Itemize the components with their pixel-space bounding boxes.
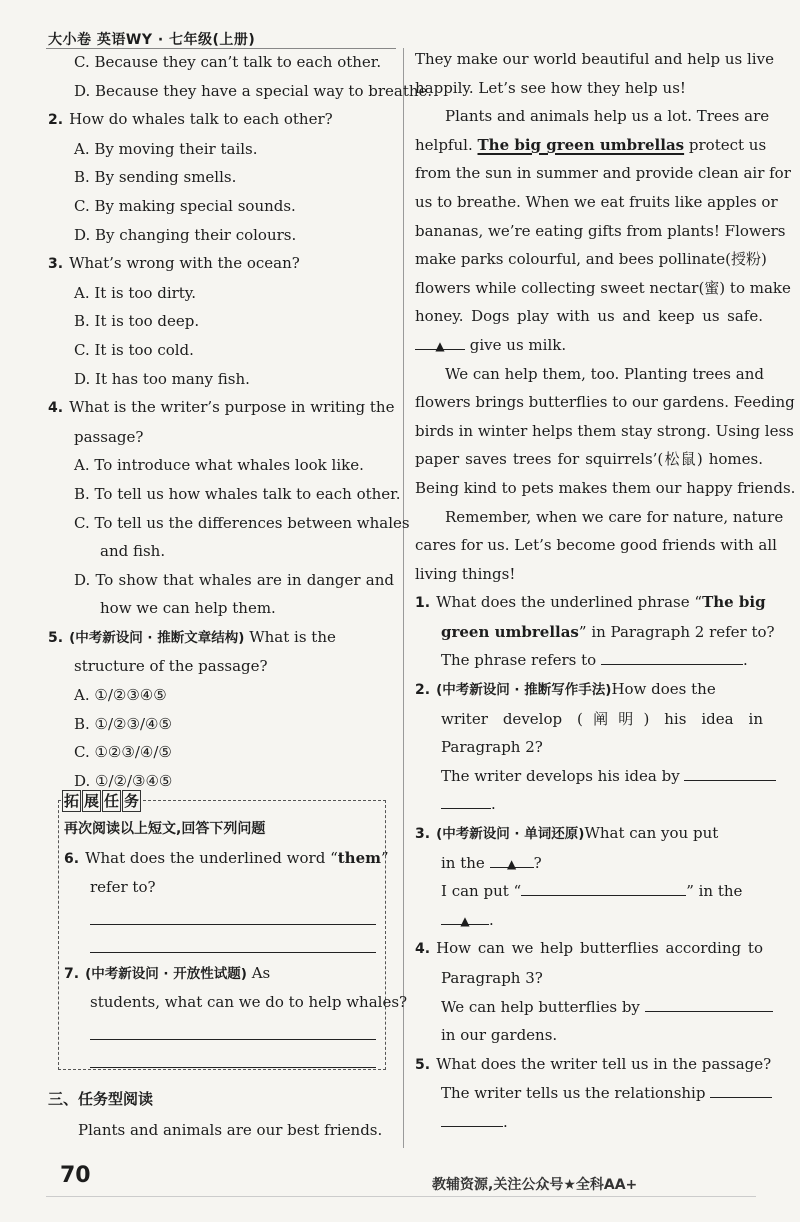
answer-blank-5a[interactable]: [710, 1079, 772, 1098]
passage-line: paper saves trees for squirrels’(松鼠) homes.: [415, 450, 763, 469]
task-answer-4-cont: in our gardens.: [441, 1026, 558, 1045]
book-title: 大小卷 英语WY · 七年级(上册): [48, 32, 256, 48]
extension-task-content: [64, 815, 408, 1068]
q5-option-a: A. ①/②③④⑤: [74, 686, 167, 705]
right-column: [415, 45, 796, 1137]
passage-line: happily. Let’s see how they help us!: [415, 78, 686, 97]
q2-option-d: D. By changing their colours.: [74, 225, 297, 244]
task-question-4-cont: Paragraph 3?: [441, 969, 543, 987]
question-4-cont: passage?: [74, 427, 144, 446]
q2-option-c: C. By making special sounds.: [74, 196, 296, 215]
extension-task-title: [62, 790, 142, 812]
title-char: 拓: [64, 792, 80, 810]
title-char: 展: [84, 792, 100, 810]
q5-option-b: B. ①/②③/④⑤: [74, 714, 172, 733]
task-question-2-cont: writer develop (阐明) his idea in: [441, 709, 763, 728]
question-5: 5. (中考新设问 · 推断文章结构) What is the: [48, 627, 336, 646]
left-column: [48, 48, 433, 795]
q4-option-d: D. To show that whales are in danger and: [74, 570, 394, 589]
task-question-1: 1. What does the underlined phrase “The big: [415, 593, 766, 612]
extension-instruction: 再次阅读以上短文,回答下列问题: [64, 821, 266, 837]
passage-line: living things!: [415, 564, 516, 583]
question-7-cont: students, what can we do to help whales?: [90, 993, 408, 1012]
q1-option-c: C. Because they can’t talk to each other.: [74, 53, 382, 71]
passage-line: flowers brings butterflies to our gardens. Feeding: [415, 393, 795, 412]
triangle-icon: ▲: [460, 913, 470, 928]
task-answer-3-cont: ▲ .: [415, 906, 763, 935]
footer-rule: [46, 1196, 756, 1197]
passage-line: us to breathe. When we eat fruits like apples or: [415, 192, 778, 211]
passage-line: They make our world beautiful and help us live: [415, 50, 774, 68]
q4-option-c: C. To tell us the differences between whales: [74, 513, 410, 532]
q2-option-b: B. By sending smells.: [74, 168, 237, 187]
task-answer-5-cont: .: [415, 1108, 763, 1137]
q5-option-c: C. ①②③/④/⑤: [74, 743, 172, 762]
q4-option-c-cont: and fish.: [100, 542, 166, 561]
task-answer-4: We can help butterflies by: [415, 993, 763, 1022]
triangle-blank: [490, 849, 534, 871]
answer-blank-3[interactable]: [521, 877, 686, 896]
q4-option-b: B. To tell us how whales talk to each other.: [74, 484, 401, 503]
question-6: 6. What does the underlined word “them”: [64, 848, 389, 867]
passage-line: bananas, we’re eating gifts from plants! Flowers: [415, 221, 786, 240]
triangle-icon: ▲: [506, 856, 517, 871]
q2-option-a: A. By moving their tails.: [74, 139, 258, 158]
q5-option-d: D. ①/②/③④⑤: [74, 771, 173, 790]
column-divider: [403, 48, 404, 1148]
task-question-2: 2. (中考新设问 · 推断写作手法)How does the: [415, 680, 716, 699]
triangle-blank[interactable]: [415, 331, 465, 353]
passage-line: Remember, when we care for nature, nature: [445, 507, 784, 526]
passage-line: from the sun in summer and provide clean air for: [415, 164, 791, 183]
task-answer-2-cont: .: [415, 790, 763, 819]
passage-line: We can help them, too. Planting trees and: [445, 364, 764, 383]
task-answer-5: The writer tells us the relationship: [415, 1079, 763, 1108]
passage-line: cares for us. Let’s become good friends with all: [415, 536, 777, 555]
q3-option-d: D. It has too many fish.: [74, 369, 250, 388]
section-heading: 三、任务型阅读: [48, 1090, 154, 1108]
task-question-3-cont: in the ▲ ?: [415, 849, 763, 878]
answer-blank-1[interactable]: [601, 646, 743, 665]
q4-option-d-cont: how we can help them.: [100, 599, 276, 618]
triangle-blank: [441, 906, 489, 928]
title-char: 务: [124, 792, 140, 810]
passage-intro: Plants and animals are our best friends.: [78, 1121, 383, 1139]
task-answer-2: The writer develops his idea by: [415, 762, 763, 791]
task-answer-3: I can put “ ” in the: [415, 877, 763, 906]
passage-line-underlined: helpful. The big green umbrellas protect us: [415, 135, 767, 154]
task-question-2-cont: Paragraph 2?: [441, 738, 543, 757]
passage-line: birds in winter helps them stay strong. Using less: [415, 421, 794, 440]
q3-option-b: B. It is too deep.: [74, 312, 200, 331]
q4-option-a: A. To introduce what whales look like.: [74, 456, 364, 475]
question-2: 2. How do whales talk to each other?: [48, 110, 333, 129]
task-question-5: 5. What does the writer tell us in the passage?: [415, 1054, 772, 1073]
passage-line-blank: ▲ give us milk.: [415, 331, 763, 360]
passage-line: honey. Dogs play with us and keep us safe.: [415, 307, 763, 326]
page-number: 70: [60, 1163, 91, 1188]
task-answer-1: The phrase refers to .: [415, 646, 763, 675]
task-question-3: 3. (中考新设问 · 单词还原)What can you put: [415, 824, 719, 843]
underlined-phrase: The big green umbrellas: [477, 135, 685, 154]
answer-blank-4[interactable]: [645, 993, 773, 1012]
question-6-cont: refer to?: [90, 878, 156, 897]
question-3: 3. What’s wrong with the ocean?: [48, 254, 300, 273]
answer-blank-2a[interactable]: [684, 762, 776, 781]
q7-answer-line-2[interactable]: [90, 1067, 376, 1068]
q3-option-c: C. It is too cold.: [74, 340, 194, 359]
q1-option-d: D. Because they have a special way to breathe.: [74, 81, 433, 100]
passage-line: Being kind to pets makes them our happy friends.: [415, 478, 796, 497]
triangle-icon: ▲: [435, 338, 445, 353]
task-question-1-cont: green umbrellas” in Paragraph 2 refer to?: [441, 622, 775, 641]
question-5-cont: structure of the passage?: [74, 657, 268, 676]
passage-line: flowers while collecting sweet nectar(蜜) to make: [415, 278, 791, 297]
q3-option-a: A. It is too dirty.: [74, 283, 197, 302]
question-4: 4. What is the writer’s purpose in writing the: [48, 398, 395, 417]
passage-line: make parks colourful, and bees pollinate(授粉): [415, 250, 767, 269]
title-char: 任: [104, 792, 120, 810]
question-7: 7. (中考新设问 · 开放性试题) As: [64, 963, 271, 982]
answer-blank-2b[interactable]: [441, 790, 491, 809]
answer-blank-5b[interactable]: [441, 1108, 503, 1127]
task-question-4: 4. How can we help butterflies according to: [415, 939, 763, 958]
passage-line: Plants and animals help us a lot. Trees are: [445, 107, 770, 126]
footer-note: 教辅资源,关注公众号★全科AA+: [432, 1177, 638, 1193]
